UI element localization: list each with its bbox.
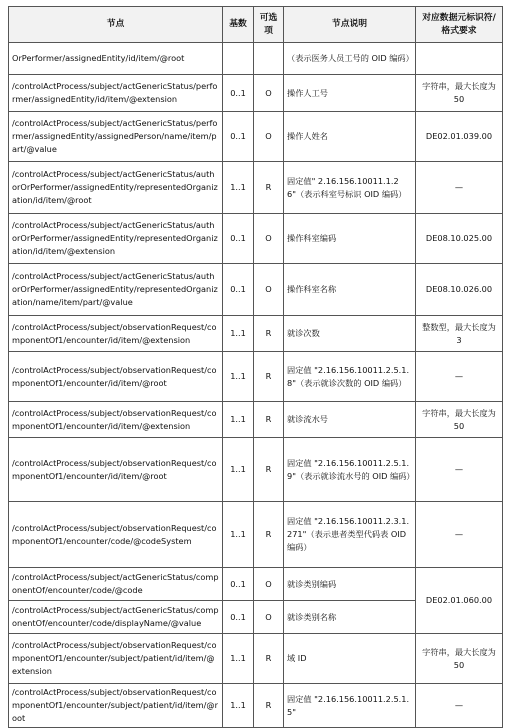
- table-row: [9, 634, 503, 684]
- optional-cell: O: [254, 568, 284, 601]
- table-row: [9, 43, 503, 75]
- description-cell: 操作科室编码: [284, 214, 416, 264]
- cardinality-cell: 1..1: [223, 634, 254, 684]
- cardinality-cell: 1..1: [223, 352, 254, 402]
- format-cell: 字符串，最大长度为 50: [416, 75, 503, 112]
- optional-cell: R: [254, 316, 284, 352]
- optional-cell: O: [254, 112, 284, 162]
- node-path-cell: /controlActProcess/subject/observationRequest/componentOf1/encounter/code/@codeSystem: [9, 502, 223, 568]
- description-cell: 域 ID: [284, 634, 416, 684]
- node-path-cell: /controlActProcess/subject/actGenericStatus/authorOrPerformer/assignedEntity/representedOrganization/id/item/@extension: [9, 214, 223, 264]
- optional-cell: O: [254, 264, 284, 316]
- table-row: [9, 112, 503, 162]
- description-cell: 固定值 "2.16.156.10011.2.5.1.8"（表示就诊次数的 OID 编码）: [284, 352, 416, 402]
- cardinality-cell: 1..1: [223, 316, 254, 352]
- optional-cell: R: [254, 684, 284, 728]
- table-row: [9, 352, 503, 402]
- node-spec-table: [8, 6, 503, 728]
- cardinality-cell: 0..1: [223, 112, 254, 162]
- cardinality-cell: 0..1: [223, 601, 254, 634]
- format-cell: DE02.01.039.00: [416, 112, 503, 162]
- description-cell: 固定值 "2.16.156.10011.2.5.1.5": [284, 684, 416, 728]
- node-path-cell: /controlActProcess/subject/observationRequest/componentOf1/encounter/id/item/@extension: [9, 316, 223, 352]
- format-cell: 字符串，最大长度为 50: [416, 634, 503, 684]
- optional-cell: R: [254, 162, 284, 214]
- optional-cell: O: [254, 75, 284, 112]
- format-cell: 整数型，最大长度为 3: [416, 316, 503, 352]
- cardinality-cell: 0..1: [223, 568, 254, 601]
- table-header-row: [9, 7, 503, 43]
- format-cell: —: [416, 502, 503, 568]
- table-row: [9, 402, 503, 438]
- format-cell: —: [416, 162, 503, 214]
- node-path-cell: /controlActProcess/subject/observationRequest/componentOf1/encounter/id/item/@extension: [9, 402, 223, 438]
- header-optional: 可选项: [254, 7, 284, 43]
- description-cell: 就诊次数: [284, 316, 416, 352]
- header-node: 节点: [9, 7, 223, 43]
- cardinality-cell: 0..1: [223, 264, 254, 316]
- optional-cell: [254, 43, 284, 75]
- optional-cell: O: [254, 214, 284, 264]
- node-path-cell: OrPerformer/assignedEntity/id/item/@root: [9, 43, 223, 75]
- cardinality-cell: 1..1: [223, 684, 254, 728]
- spec-table-page: [8, 6, 502, 728]
- cardinality-cell: 1..1: [223, 438, 254, 502]
- description-cell: （表示医务人员工号的 OID 编码）: [284, 43, 416, 75]
- format-cell: [416, 43, 503, 75]
- cardinality-cell: 0..1: [223, 75, 254, 112]
- description-cell: 操作人姓名: [284, 112, 416, 162]
- description-cell: 固定值" 2.16.156.10011.1.26"（表示科室号标识 OID 编码）: [284, 162, 416, 214]
- format-cell: DE02.01.060.00: [416, 568, 503, 634]
- optional-cell: O: [254, 601, 284, 634]
- cardinality-cell: 1..1: [223, 162, 254, 214]
- optional-cell: R: [254, 402, 284, 438]
- cardinality-cell: 0..1: [223, 214, 254, 264]
- table-row: [9, 438, 503, 502]
- description-cell: 操作科室名称: [284, 264, 416, 316]
- node-path-cell: /controlActProcess/subject/observationRequest/componentOf1/encounter/subject/patient/id/item/@root: [9, 684, 223, 728]
- description-cell: 就诊流水号: [284, 402, 416, 438]
- node-path-cell: /controlActProcess/subject/actGenericStatus/componentOf/encounter/code/displayName/@value: [9, 601, 223, 634]
- header-description: 节点说明: [284, 7, 416, 43]
- table-row: [9, 684, 503, 728]
- table-row: [9, 75, 503, 112]
- format-cell: 字符串，最大长度为 50: [416, 402, 503, 438]
- format-cell: DE08.10.026.00: [416, 264, 503, 316]
- description-cell: 操作人工号: [284, 75, 416, 112]
- node-path-cell: /controlActProcess/subject/observationRequest/componentOf1/encounter/id/item/@root: [9, 352, 223, 402]
- header-cardinality: 基数: [223, 7, 254, 43]
- description-cell: 固定值 "2.16.156.10011.2.3.1.271"（表示患者类型代码表 OID 编码）: [284, 502, 416, 568]
- format-cell: DE08.10.025.00: [416, 214, 503, 264]
- table-row: [9, 162, 503, 214]
- node-path-cell: /controlActProcess/subject/actGenericStatus/authorOrPerformer/assignedEntity/representedOrganization/name/item/part/@value: [9, 264, 223, 316]
- cardinality-cell: [223, 43, 254, 75]
- node-path-cell: /controlActProcess/subject/actGenericStatus/authorOrPerformer/assignedEntity/representedOrganization/id/item/@root: [9, 162, 223, 214]
- description-cell: 就诊类别编码: [284, 568, 416, 601]
- optional-cell: R: [254, 634, 284, 684]
- node-path-cell: /controlActProcess/subject/actGenericStatus/performer/assignedEntity/id/item/@extension: [9, 75, 223, 112]
- table-row: [9, 264, 503, 316]
- optional-cell: R: [254, 352, 284, 402]
- node-path-cell: /controlActProcess/subject/actGenericStatus/performer/assignedEntity/assignedPerson/name/item/part/@value: [9, 112, 223, 162]
- table-row: [9, 502, 503, 568]
- optional-cell: R: [254, 438, 284, 502]
- optional-cell: R: [254, 502, 284, 568]
- table-row: [9, 316, 503, 352]
- header-format: 对应数据元标识符/格式要求: [416, 7, 503, 43]
- description-cell: 就诊类别名称: [284, 601, 416, 634]
- node-path-cell: /controlActProcess/subject/actGenericStatus/componentOf/encounter/code/@code: [9, 568, 223, 601]
- cardinality-cell: 1..1: [223, 502, 254, 568]
- format-cell: —: [416, 352, 503, 402]
- table-row: [9, 214, 503, 264]
- description-cell: 固定值 "2.16.156.10011.2.5.1.9"（表示就诊流水号的 OID 编码）: [284, 438, 416, 502]
- format-cell: —: [416, 684, 503, 728]
- cardinality-cell: 1..1: [223, 402, 254, 438]
- format-cell: —: [416, 438, 503, 502]
- table-row: [9, 568, 503, 601]
- node-path-cell: /controlActProcess/subject/observationRequest/componentOf1/encounter/subject/patient/id/item/@extension: [9, 634, 223, 684]
- node-path-cell: /controlActProcess/subject/observationRequest/componentOf1/encounter/id/item/@root: [9, 438, 223, 502]
